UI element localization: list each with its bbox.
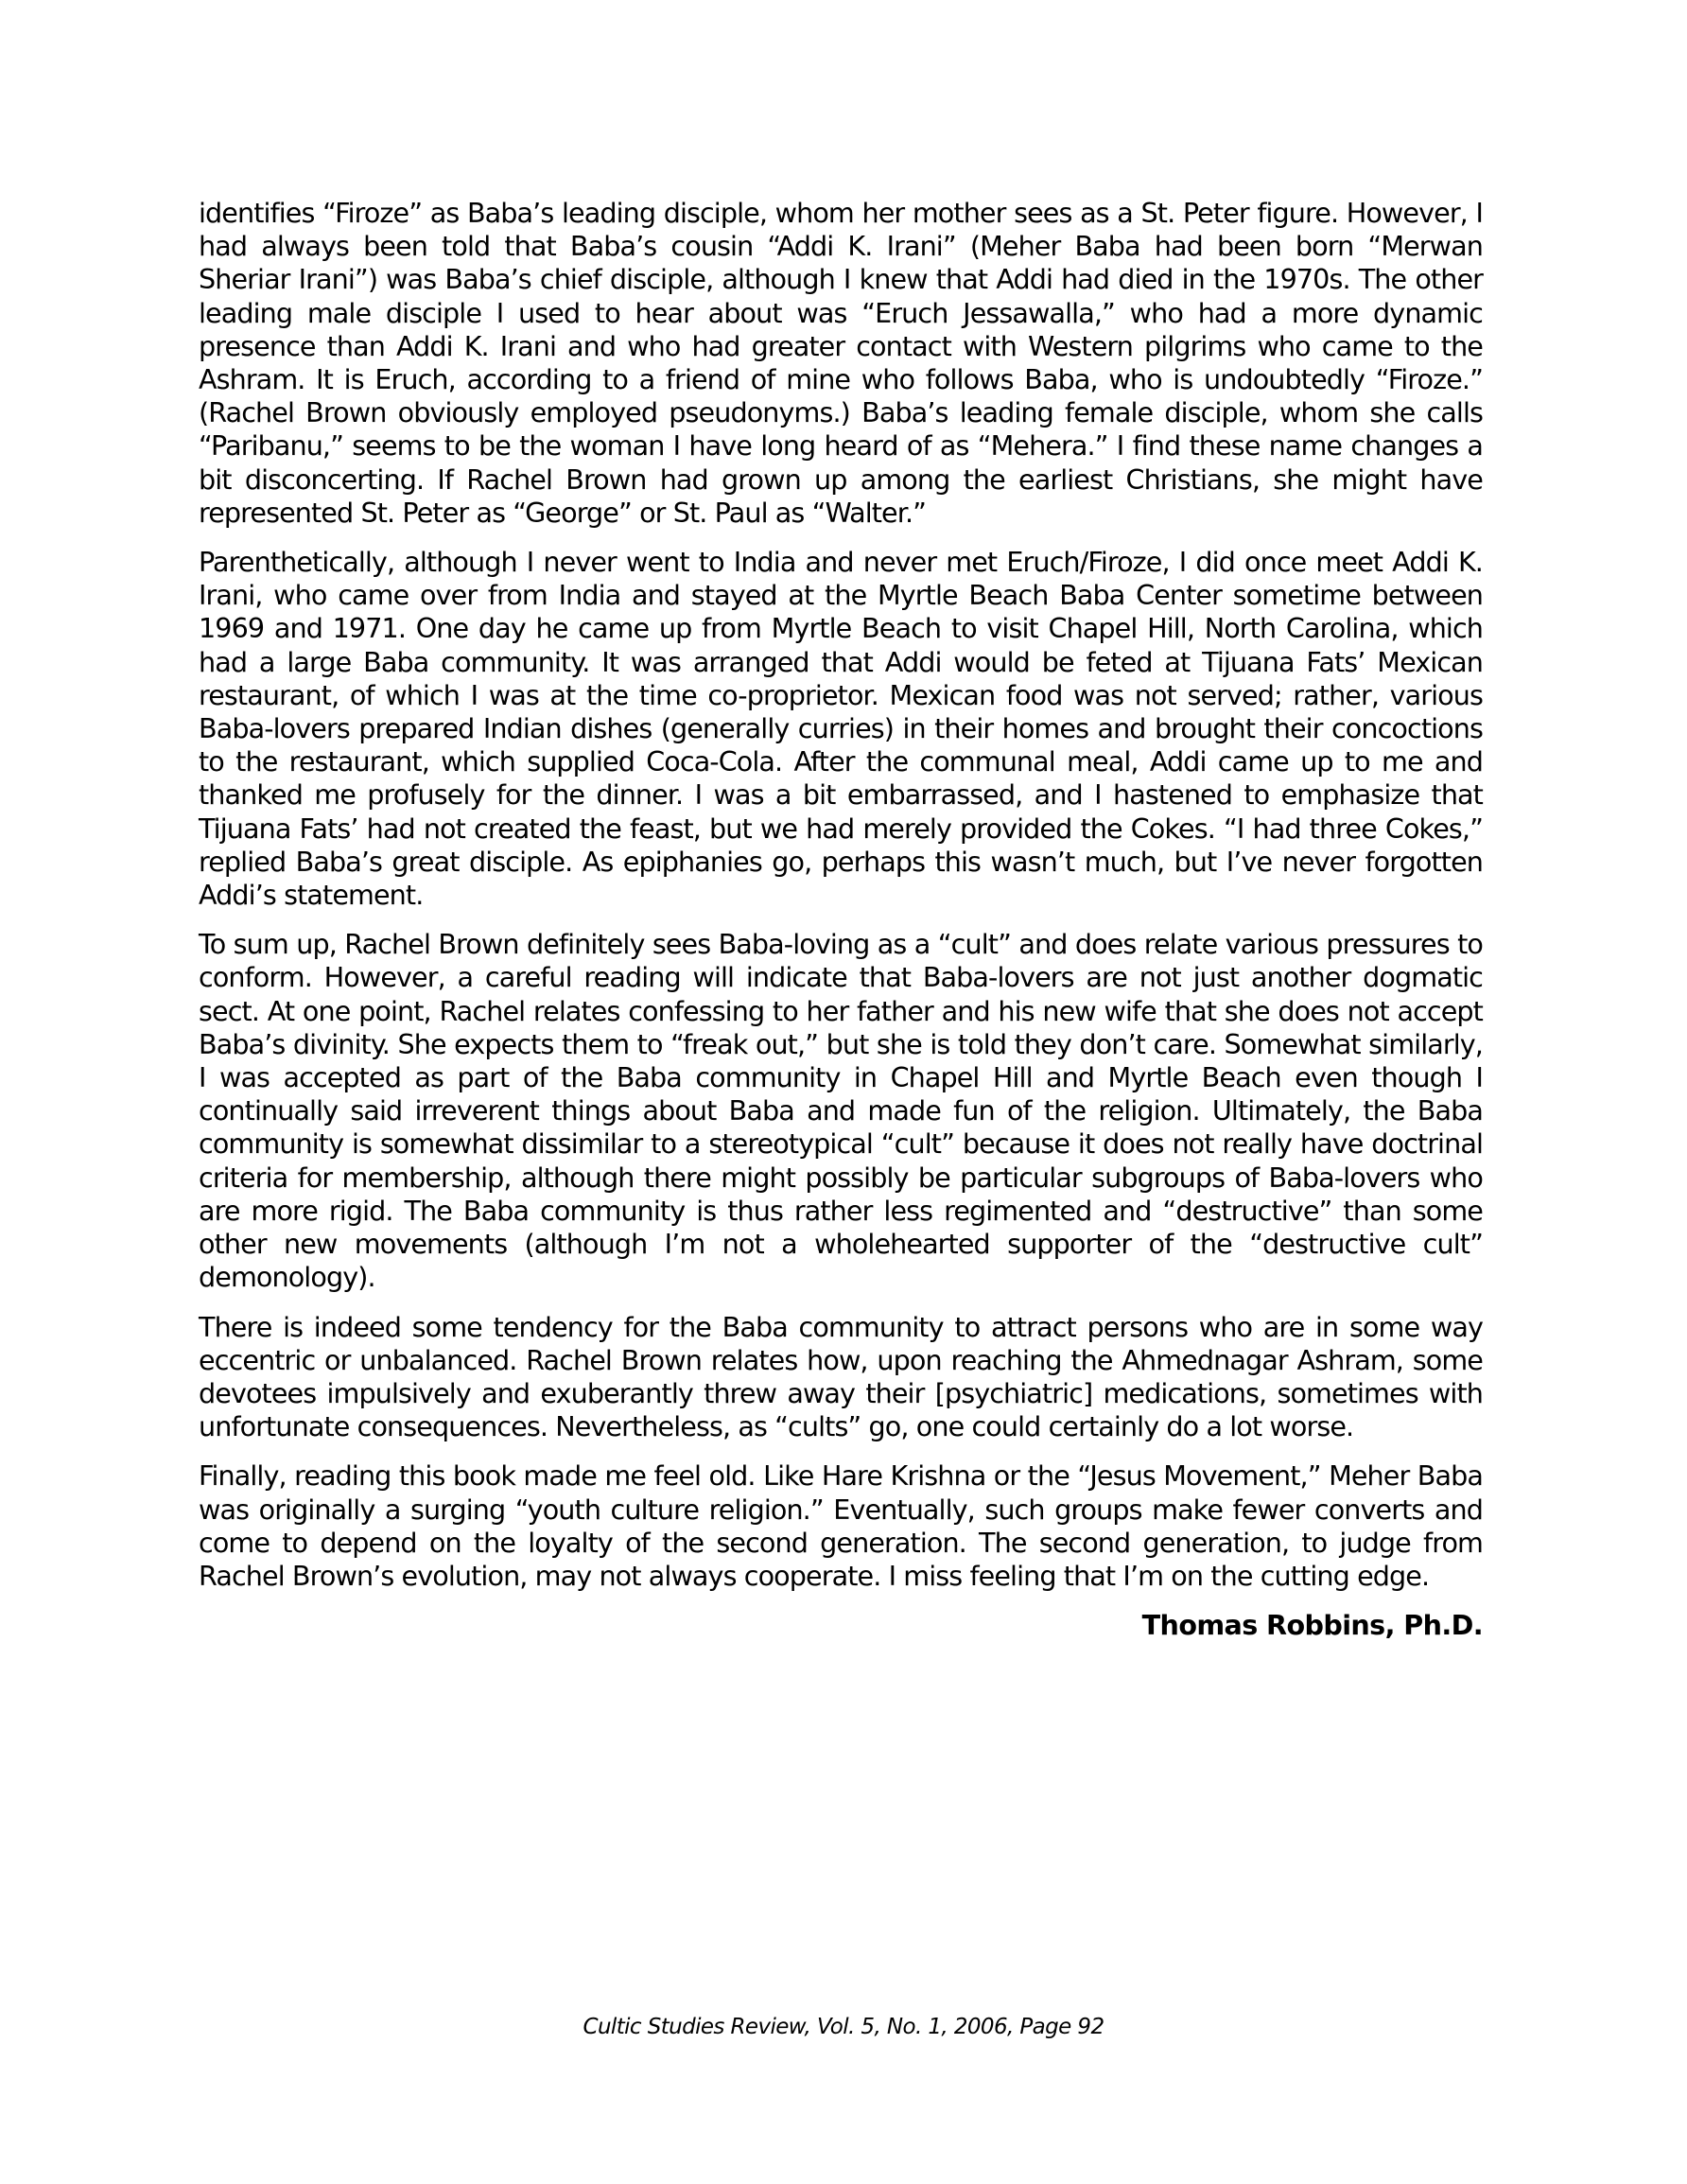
document-page <box>199 197 1483 1642</box>
page-footer-citation: Cultic Studies Review, Vol. 5, No. 1, 2006, Page 92 <box>583 2015 1104 2039</box>
paragraph-firoze-identity: identifies “Firoze” as Baba’s leading disciple, whom her mother sees as a St. Peter figure. However, I had always been told that Baba’s cousin “Addi K. Irani” (Meher Baba had been born “Merwan Sheriar Irani”) was Baba’s chief disciple, although I knew that Addi had died in the 1970s. The other leading male disciple I used to hear about was “Eruch Jessawalla,” who had a more dynamic presence than Addi K. Irani and who had greater contact with Western pilgrims who came to the Ashram. It is Eruch, according to a friend of mine who follows Baba, who is undoubtedly “Firoze.” (Rachel Brown obviously employed pseudonyms.) Baba’s leading female disciple, whom she calls “Paribanu,” seems to be the woman I have long heard of as “Mehera.” I find these name changes a bit disconcerting. If Rachel Brown had grown up among the earliest Christians, she might have represented St. Peter as “George” or St. Paul as “Walter.” <box>199 197 1483 529</box>
author-signature: Thomas Robbins, Ph.D. <box>1141 1609 1483 1642</box>
article-body <box>199 197 1483 1593</box>
paragraph-summary: To sum up, Rachel Brown definitely sees Baba-loving as a “cult” and does relate various pressures to conform. However, a careful reading will indicate that Baba-lovers are not just another dogmatic sect. At one point, Rachel relates confessing to her father and his new wife that she does not accept Baba’s divinity. She expects them to “freak out,” but she is told they don’t care. Somewhat similarly, I was accepted as part of the Baba community in Chapel Hill and Myrtle Beach even though I continually said irreverent things about Baba and made fun of the religion. Ultimately, the Baba community is somewhat dissimilar to a stereotypical “cult” because it does not really have doctrinal criteria for membership, although there might possibly be particular subgroups of Baba-lovers who are more rigid. The Baba community is thus rather less regimented and “destructive” than some other new movements (although I’m not a wholehearted supporter of the “destructive cult” demonology). <box>199 928 1483 1294</box>
paragraph-conclusion: Finally, reading this book made me feel old. Like Hare Krishna or the “Jesus Movement,” Meher Baba was originally a surging “youth culture religion.” Eventually, such groups make fewer converts and come to depend on the loyalty of the second generation. The second generation, to judge from Rachel Brown’s evolution, may not always cooperate. I miss feeling that I’m on the cutting edge. <box>199 1459 1483 1592</box>
paragraph-eccentric-members: There is indeed some tendency for the Baba community to attract persons who are in some way eccentric or unbalanced. Rachel Brown relates how, upon reaching the Ahmednagar Ashram, some devotees impulsively and exuberantly threw away their [psychiatric] medications, sometimes with unfortunate consequences. Nevertheless, as “cults” go, one could certainly do a lot worse. <box>199 1310 1483 1443</box>
paragraph-addi-visit: Parenthetically, although I never went to India and never met Eruch/Firoze, I did once meet Addi K. Irani, who came over from India and stayed at the Myrtle Beach Baba Center sometime between 1969 and 1971. One day he came up from Myrtle Beach to visit Chapel Hill, North Carolina, which had a large Baba community. It was arranged that Addi would be feted at Tijuana Fats’ Mexican restaurant, of which I was at the time co-proprietor. Mexican food was not served; rather, various Baba-lovers prepared Indian dishes (generally curries) in their homes and brought their concoctions to the restaurant, which supplied Coca-Cola. After the communal meal, Addi came up to me and thanked me profusely for the dinner. I was a bit embarrassed, and I hastened to emphasize that Tijuana Fats’ had not created the feast, but we had merely provided the Cokes. “I had three Cokes,” replied Baba’s great disciple. As epiphanies go, perhaps this wasn’t much, but I’ve never forgotten Addi’s statement. <box>199 546 1483 912</box>
